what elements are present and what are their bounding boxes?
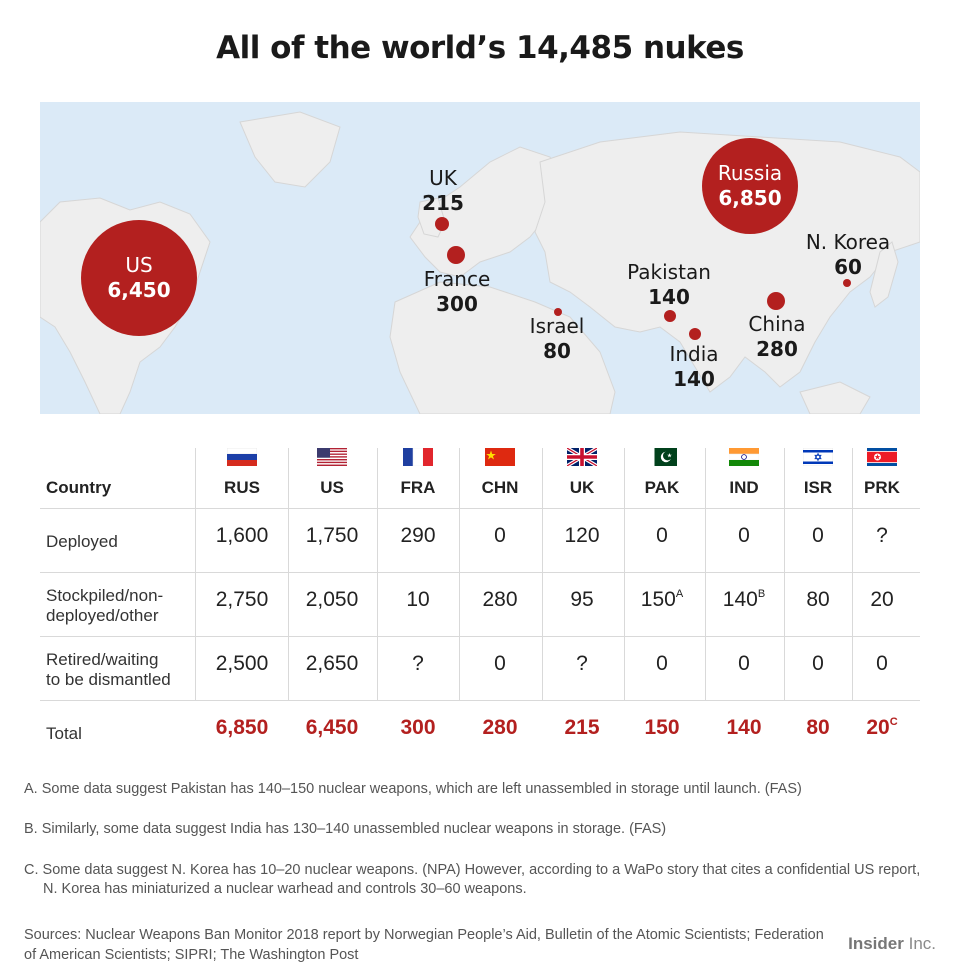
- footnote-marker: C: [889, 716, 898, 728]
- table-cell: [460, 652, 540, 676]
- row-label-line: Stockpiled/non-: [46, 586, 164, 605]
- pakistan-flag-icon: [647, 448, 677, 471]
- row-divider: [40, 508, 920, 509]
- cell-value: 120: [564, 524, 600, 547]
- row-label-line: Retired/waiting: [46, 650, 159, 669]
- cell-value: 280: [482, 588, 518, 611]
- table-cell: [622, 652, 702, 676]
- table-cell: [378, 652, 458, 676]
- row-label-line: Total: [46, 724, 82, 743]
- column-divider: [288, 448, 289, 700]
- uk-dot: [435, 217, 449, 231]
- us-flag-icon: [317, 448, 347, 471]
- footnote-marker: B: [757, 588, 766, 600]
- cell-value: 10: [406, 588, 430, 611]
- table-cell: [460, 588, 540, 612]
- column-header-uk: UK: [569, 478, 595, 497]
- cell-value: 0: [656, 524, 668, 547]
- cell-value: 80: [806, 588, 830, 611]
- map-canvas: [40, 102, 920, 414]
- table-cell: [542, 652, 622, 676]
- china-flag-icon: [485, 448, 515, 471]
- cell-value: 20: [866, 716, 890, 739]
- footnote-c: C. Some data suggest N. Korea has 10–20 nuclear weapons. (NPA) However, according to a WaPo story that cites a confidential US report, N. Korea has miniaturized a nuclear warhead and controls 30–60 weapons.: [24, 862, 921, 897]
- map-label-france: France 300: [423, 267, 491, 316]
- cell-value: ?: [576, 652, 588, 675]
- country-header: Country: [46, 478, 112, 497]
- table-cell: [842, 524, 922, 548]
- column-divider: [195, 448, 196, 700]
- table-cell: [202, 524, 282, 548]
- cell-value: ?: [876, 524, 888, 547]
- table-cell: [704, 588, 784, 612]
- france-dot: [447, 246, 465, 264]
- cell-value: 1,750: [305, 524, 359, 547]
- cell-value: 290: [400, 524, 436, 547]
- table-cell: [542, 588, 622, 612]
- cell-value: 80: [806, 716, 830, 739]
- india-dot: [689, 328, 701, 340]
- cell-value: 20: [870, 588, 894, 611]
- total-value: [622, 716, 702, 740]
- column-header-chn: CHN: [481, 478, 519, 497]
- cell-value: 140: [726, 716, 762, 739]
- table-cell: [622, 588, 702, 612]
- map-label-us: US 6,450: [107, 253, 171, 302]
- footnote-marker: A: [675, 588, 684, 600]
- cell-value: 6,850: [215, 716, 269, 739]
- brand-name: Insider: [848, 934, 904, 953]
- cell-value: 0: [738, 524, 750, 547]
- cell-value: 95: [570, 588, 594, 611]
- cell-value: ?: [412, 652, 424, 675]
- table-cell: [292, 652, 372, 676]
- table-cell: [460, 524, 540, 548]
- russia-flag-icon: [227, 448, 257, 471]
- row-divider: [40, 700, 920, 701]
- table-cell: [842, 652, 922, 676]
- row-label-line: Deployed: [46, 532, 118, 551]
- column-header-rus: RUS: [224, 478, 260, 497]
- map-label-china: China 280: [748, 312, 806, 361]
- china-dot: [767, 292, 785, 310]
- table-cell: [842, 588, 922, 612]
- table-cell: [378, 524, 458, 548]
- row-divider: [40, 572, 920, 573]
- total-value: [292, 716, 372, 740]
- cell-value: 1,600: [215, 524, 269, 547]
- total-value: [542, 716, 622, 740]
- map-label-israel: Israel 80: [529, 314, 585, 363]
- cell-value: 0: [494, 524, 506, 547]
- map-label-russia: Russia 6,850: [717, 161, 783, 210]
- cell-value: 300: [400, 716, 436, 739]
- table-cell: [704, 524, 784, 548]
- total-value: [202, 716, 282, 740]
- india-flag-icon: [729, 448, 759, 471]
- total-value: [378, 716, 458, 740]
- table-cell: [202, 652, 282, 676]
- pakistan-dot: [664, 310, 676, 322]
- cell-value: 0: [656, 652, 668, 675]
- table-cell: [378, 588, 458, 612]
- column-header-isr: ISR: [803, 478, 833, 497]
- map-label-pakistan: Pakistan 140: [627, 260, 711, 309]
- row-label-retired: [46, 650, 171, 690]
- footnote-a: A. Some data suggest Pakistan has 140–150 nuclear weapons, which are left unassembled in storage until launch. (FAS): [24, 781, 802, 797]
- cell-value: 0: [738, 652, 750, 675]
- n-korea-dot: [843, 279, 851, 287]
- table-cell: [292, 524, 372, 548]
- row-label-deployed: [46, 532, 118, 552]
- cell-value: 0: [812, 652, 824, 675]
- total-value: [704, 716, 784, 740]
- footnote-b: B. Similarly, some data suggest India has 130–140 unassembled nuclear weapons in storage. (FAS): [24, 821, 667, 837]
- brand-suffix: Inc.: [908, 934, 936, 953]
- cell-value: 2,650: [305, 652, 359, 675]
- brand-logo: [848, 934, 936, 954]
- sources: Sources: Nuclear Weapons Ban Monitor 2018 report by Norwegian People’s Aid, Bulletin of the Atomic Scientists; Federation of American Scientists; SIPRI; The Washington Post: [24, 927, 824, 963]
- cell-value: 150: [644, 716, 680, 739]
- map-label-n-korea: N. Korea 60: [805, 230, 891, 279]
- cell-value: 2,500: [215, 652, 269, 675]
- cell-value: 2,750: [215, 588, 269, 611]
- israel-flag-icon: [803, 448, 833, 471]
- row-label-line: to be dismantled: [46, 670, 171, 689]
- column-header-us: US: [320, 478, 344, 497]
- row-divider: [40, 636, 920, 637]
- cell-value: 2,050: [305, 588, 359, 611]
- table-cell: [202, 588, 282, 612]
- cell-value: 150: [640, 588, 676, 611]
- table-cell: [542, 524, 622, 548]
- cell-value: 0: [876, 652, 888, 675]
- uk-flag-icon: [567, 448, 597, 471]
- total-value: [460, 716, 540, 740]
- cell-value: 6,450: [305, 716, 359, 739]
- cell-value: 140: [722, 588, 758, 611]
- column-header-fra: FRA: [400, 478, 436, 497]
- map-label-india: India 140: [669, 342, 719, 391]
- table-cell: [622, 524, 702, 548]
- row-label-line: deployed/other: [46, 606, 159, 625]
- column-header-prk: PRK: [864, 478, 900, 497]
- row-label-total: [46, 724, 82, 744]
- table-cell: [292, 588, 372, 612]
- chart-title: All of the world’s 14,485 nukes: [216, 30, 744, 66]
- cell-value: 280: [482, 716, 518, 739]
- cell-value: 0: [812, 524, 824, 547]
- france-flag-icon: [403, 448, 433, 471]
- column-header-ind: IND: [729, 478, 759, 497]
- map-label-uk: UK 215: [422, 166, 464, 215]
- world-map: [40, 102, 920, 414]
- row-label-stockpiled: [46, 586, 163, 626]
- column-header-pak: PAK: [644, 478, 680, 497]
- cell-value: 0: [494, 652, 506, 675]
- cell-value: 215: [564, 716, 600, 739]
- total-value: [842, 716, 922, 740]
- north-korea-flag-icon: [867, 448, 897, 471]
- table-cell: [704, 652, 784, 676]
